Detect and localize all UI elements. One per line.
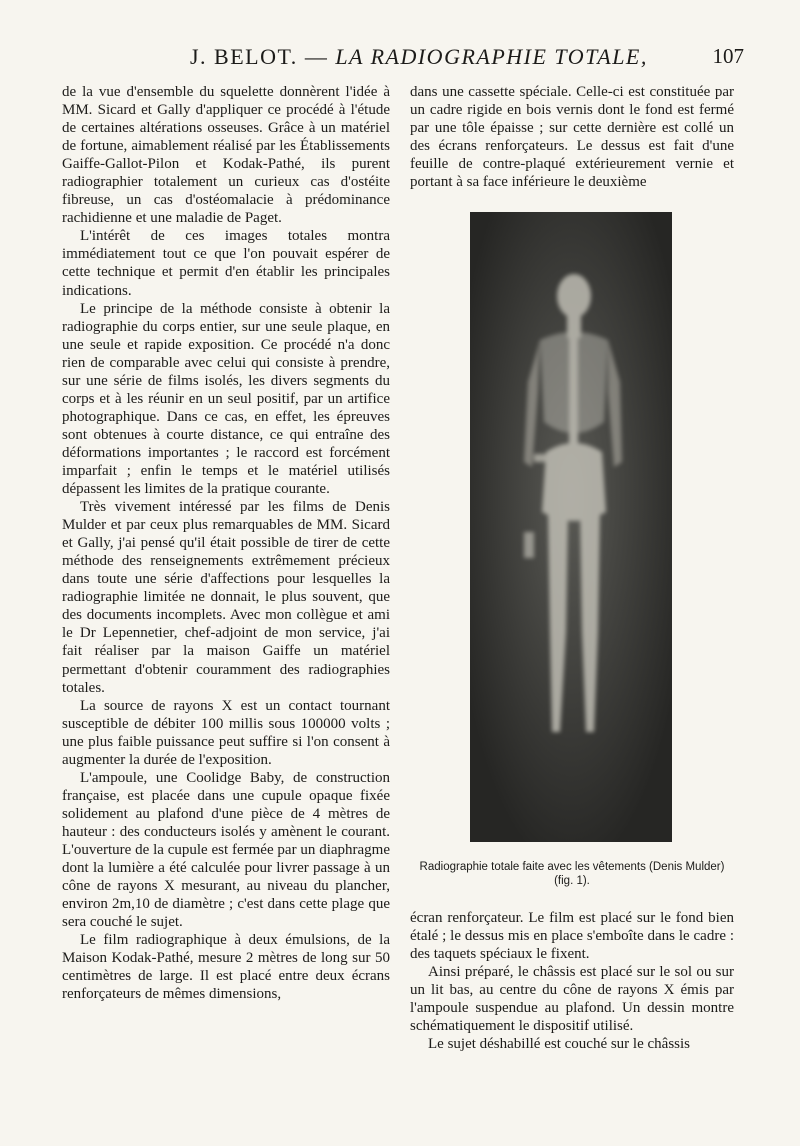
paragraph: L'intérêt de ces images totales montra immédiatement tout ce que l'on pouvait espérer de cette technique et permit d'en établir les principales indications. bbox=[62, 228, 390, 299]
left-column bbox=[62, 83, 390, 1003]
paragraph: de la vue d'ensemble du squelette donnèrent l'idée à MM. Sicard et Gally d'appliquer ce procédé à l'étude de certaines altérations osseuses. Grâce à un matériel de fortune, aimablement réalisé par les Établissements Gaiffe-Gallot-Pilon et Kodak-Pathé, ils purent radiographier totalement un curieux cas d'ostéite fibreuse, un cas d'ostéomalacie à prédominance rachidienne et une maladie de Paget. bbox=[62, 84, 390, 227]
paragraph: Ainsi préparé, le châssis est placé sur le sol ou sur un lit bas, au centre du cône de rayons X émis par l'ampoule suspendue au plafond. Un dessin montre schématiquement le dispositif utilisé. bbox=[410, 964, 734, 1035]
title-dash: — bbox=[297, 44, 336, 69]
article-title: LA RADIOGRAPHIE TOTALE, bbox=[335, 44, 648, 69]
radiograph-figure bbox=[470, 212, 672, 842]
right-column-top bbox=[410, 83, 734, 191]
paragraph: L'ampoule, une Coolidge Baby, de construction française, est placée dans une cupule opaque fixée solidement au plafond d'une pièce de 4 mètres de hauteur : des conducteurs isolés y amènent le courant. L'ouverture de la cupule est fermée par un diaphragme dont la lumière a été calculée pour livrer passage à un cône de rayons X mesurant, au niveau du plancher, environ 2m,10 de diamètre ; c'est dans cette plage que sera couché le sujet. bbox=[62, 769, 390, 931]
paragraph: dans une cassette spéciale. Celle-ci est constituée par un cadre rigide en bois vernis dont le fond est fermé par une tôle épaisse ; sur cette dernière est collé un des écrans renforçateurs. Le dessus est fait d'une feuille de contre-plaqué extérieurement vernie et portant à sa face inférieure le deuxième bbox=[410, 84, 734, 191]
paragraph: Le principe de la méthode consiste à obtenir la radiographie du corps entier, sur une seule plaque, en une seule et rapide exposition. Ce procédé n'a donc rien de comparable avec celui qui consiste à prendre, sur une série de films isolés, les divers segments du corps et à les réunir en un seul positif, par un artifice photographique. Dans ce cas, en effet, les épreuves sont obtenues à courte distance, ce qui entraîne des déformations importantes ; le raccord est forcément imparfait ; enfin le temps et le matériel utilisés dépassent les limites de la pratique courante. bbox=[62, 300, 390, 498]
author-name: J. BELOT. bbox=[190, 44, 298, 69]
paragraph: Très vivement intéressé par les films de Denis Mulder et par ceux plus remarquables de MM. Sicard et Gally, j'ai pensé qu'il était possible de tirer de cette méthode des renseignements extrêmement précieux dans toute une série d'affections pour lesquelles la radiographie limitée ne donnait, le plus souvent, que des documents incomplets. Avec mon collègue et ami le Dr Lepennetier, chef-adjoint de mon service, j'ai fait réaliser par la maison Gaiffe un matériel permettant d'obtenir couramment des radiographies totales. bbox=[62, 499, 390, 696]
paragraph: La source de rayons X est un contact tournant susceptible de débiter 100 millis sous 100000 volts ; une plus faible puissance peut suffire si l'on consent à augmenter la durée de l'exposition. bbox=[62, 697, 390, 768]
right-column-bottom bbox=[410, 909, 734, 1053]
running-title bbox=[190, 44, 648, 70]
paragraph: Le sujet déshabillé est couché sur le châssis bbox=[428, 1036, 691, 1053]
paragraph: Le film radiographique à deux émulsions, de la Maison Kodak-Pathé, mesure 2 mètres de long sur 50 centimètres de large. Il est placé entre deux écrans renforçateurs de mêmes dimensions, bbox=[62, 932, 390, 1003]
paragraph: écran renforçateur. Le film est placé sur le fond bien étalé ; le dessus mis en place s'emboîte dans le cadre : des taquets spéciaux le fixent. bbox=[410, 910, 734, 963]
running-header bbox=[60, 44, 744, 70]
figure-caption: Radiographie totale faite avec les vêtements (Denis Mulder) (fig. 1). bbox=[419, 861, 725, 887]
radiograph-image bbox=[470, 212, 672, 842]
page-number: 107 bbox=[712, 44, 744, 68]
